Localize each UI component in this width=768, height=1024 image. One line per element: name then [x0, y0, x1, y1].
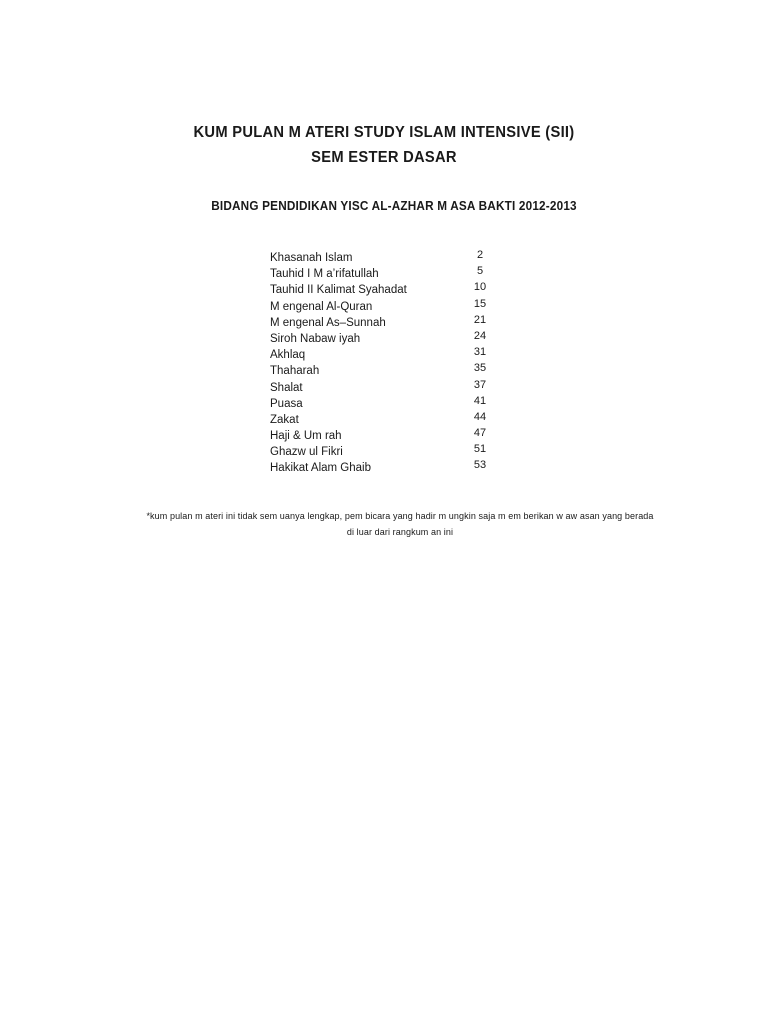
- toc-entry-title: Zakat: [270, 413, 299, 426]
- toc-entry: [270, 396, 495, 412]
- toc-entry-title: Akhlaq: [270, 349, 306, 362]
- toc-entry-title: Siroh Nabaw iyah: [270, 332, 361, 345]
- toc-entry-page-number: 35: [473, 362, 487, 375]
- toc-entry-page-number: 53: [473, 459, 487, 472]
- toc-entry-page-number: 31: [473, 346, 487, 359]
- toc-entry-title: M engenal Al-Quran: [270, 300, 373, 313]
- document-title-semester: SEM ESTER DASAR: [311, 149, 457, 166]
- toc-entry-title: Puasa: [270, 397, 303, 410]
- toc-entry: [270, 347, 495, 363]
- toc-entry-page-number: 37: [473, 378, 487, 391]
- footnote-line-2: di luar dari rangkum an ini: [346, 527, 454, 537]
- toc-entry: [270, 363, 495, 379]
- toc-entry-page-number: 47: [473, 427, 487, 440]
- toc-entry-title: M engenal As–Sunnah: [270, 316, 386, 329]
- toc-entry: [270, 250, 495, 266]
- toc-entry-title: Ghazw ul Fikri: [270, 446, 343, 459]
- toc-entry: [270, 331, 495, 347]
- table-of-contents: [270, 250, 495, 477]
- toc-entry-title: Haji & Um rah: [270, 430, 342, 443]
- toc-entry-title: Shalat: [270, 381, 303, 394]
- toc-entry-page-number: 5: [476, 265, 484, 278]
- toc-entry-page-number: 21: [473, 313, 487, 326]
- toc-entry-title: Thaharah: [270, 365, 320, 378]
- toc-entry: [270, 428, 495, 444]
- toc-entry-page-number: 24: [473, 329, 487, 342]
- toc-entry-page-number: 41: [473, 394, 487, 407]
- toc-entry-page-number: 51: [473, 443, 487, 456]
- toc-entry: [270, 315, 495, 331]
- toc-entry: [270, 266, 495, 282]
- toc-entry: [270, 444, 495, 460]
- toc-entry-title: Khasanah Islam: [270, 252, 353, 264]
- toc-entry: [270, 380, 495, 396]
- toc-entry: [270, 412, 495, 428]
- footnote-line-1: *kum pulan m ateri ini tidak sem uanya lengkap, pem bicara yang hadir m ungkin saja m em berikan w aw asan yang berada: [146, 511, 654, 521]
- toc-entry-title: Hakikat Alam Ghaib: [270, 462, 371, 475]
- toc-entry: [270, 282, 495, 298]
- toc-entry-title: Tauhid I M a’rifatullah: [270, 268, 379, 281]
- toc-entry-page-number: 2: [476, 249, 484, 261]
- toc-entry-title: Tauhid II Kalimat Syahadat: [270, 284, 407, 297]
- toc-entry-page-number: 15: [473, 297, 487, 310]
- toc-entry: [270, 460, 495, 476]
- toc-entry: [270, 299, 495, 315]
- toc-entry-page-number: 10: [473, 281, 487, 294]
- document-title: KUM PULAN M ATERI STUDY ISLAM INTENSIVE (SII): [193, 124, 575, 141]
- toc-entry-page-number: 44: [473, 410, 487, 423]
- document-subtitle: BIDANG PENDIDIKAN YISC AL-AZHAR M ASA BAKTI 2012-2013: [211, 199, 577, 213]
